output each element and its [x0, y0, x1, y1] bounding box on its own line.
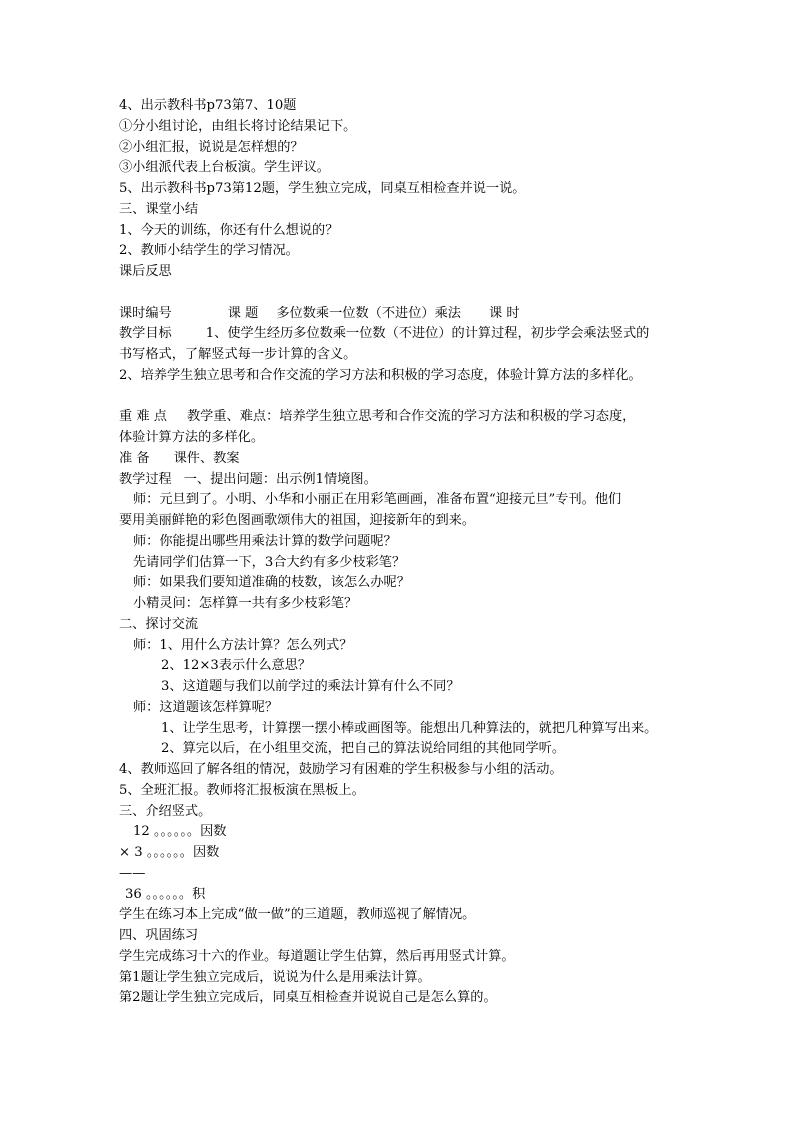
blank-line: [119, 283, 679, 304]
key-points-label: 重 难 点: [119, 409, 167, 425]
text-line: 第1题让学生独立完成后，说说为什么是用乘法计算。: [119, 969, 431, 985]
text-line: 2、教师小结学生的学习情况。: [119, 243, 299, 259]
vertical-calc-line: × 3 。。。。。。因数: [119, 845, 220, 860]
key-points-text: 教学重、难点：培养学生独立思考和合作交流的学习方法和积极的学习态度，: [186, 409, 636, 425]
text-line: 师：元旦到了。小明、小华和小丽正在用彩笔画画，准备布置“迎接元旦”专刊。他们: [133, 492, 622, 508]
section-heading: 四、巩固练习: [119, 928, 199, 943]
lesson-hours-label: 课 时: [488, 305, 520, 321]
process-label: 教学过程: [119, 471, 172, 487]
text-line: 要用美丽鲜艳的彩色图画歌颂伟大的祖国，迎接新年的到来。: [119, 513, 476, 528]
text-line: 体验计算方法的多样化。: [119, 430, 265, 445]
process-line: [119, 470, 679, 491]
text-line: 第2题让学生独立完成后，同桌互相检查并说说自己是怎么算的。: [119, 990, 497, 1006]
objectives-line: [119, 324, 679, 345]
lesson-topic-label: 课 题: [227, 305, 259, 321]
prep-value: 课件、教案: [173, 450, 240, 466]
text-line: 3、这道题与我们以前学过的乘法计算有什么不同？: [161, 679, 460, 694]
section-heading: 三、课堂小结: [119, 201, 199, 217]
process-text: 一、提出问题：出示例1情境图。: [183, 471, 377, 487]
text-line: 2、算完以后，在小组里交流，把自己的算法说给同组的其他同学听。: [161, 741, 566, 757]
text-line: 学生在练习本上完成“做一做”的三道题，教师巡视了解情况。: [119, 907, 476, 923]
lesson-topic-value: 多位数乘一位数（不进位）乘法: [276, 305, 461, 321]
text-line: ②小组汇报，说说是怎样想的？: [119, 139, 304, 155]
text-line: 5、出示教科书p73第12题，学生独立完成，同桌互相检查并说一说。: [119, 181, 526, 196]
text-line: 4、出示教科书p73第7、10题: [119, 98, 297, 113]
text-line: ③小组派代表上台板演。学生评议。: [119, 160, 330, 176]
text-line: 1、今天的训练，你还有什么想说的？: [119, 222, 339, 238]
text-line: 学生完成练习十六的作业。每道题让学生估算，然后再用竖式计算。: [119, 948, 515, 964]
text-line: 1、让学生思考，计算摆一摆小棒或画图等。能想出几种算法的，就把几种算写出来。: [161, 720, 658, 736]
blank-line: [119, 387, 679, 408]
vertical-calc-line: 36 。。。。。。积: [125, 886, 206, 902]
text-line: 书写格式，了解竖式每一步计算的含义。: [119, 347, 357, 362]
vertical-calc-line: 12 。。。。。。因数: [133, 824, 227, 840]
text-line: 2、12×3表示什么意思？: [161, 658, 312, 674]
objectives-text: 1、使学生经历多位数乘一位数（不进位）的计算过程，初步学会乘法竖式的: [205, 326, 650, 342]
document-body: [119, 96, 679, 1009]
text-line: 师：这道题该怎样算呢？: [133, 699, 279, 715]
text-line: ①分小组讨论，由组长将讨论结果记下。: [119, 118, 357, 134]
text-line: 师：你能提出哪些用乘法计算的数学问题呢？: [133, 533, 397, 549]
text-line: 师：1、用什么方法计算？怎么列式？: [133, 637, 353, 653]
prep-line: [119, 449, 679, 470]
lesson-code-label: 课时编号: [119, 305, 172, 321]
section-heading: 二、探讨交流: [119, 616, 199, 632]
text-line: 先请同学们估算一下，3合大约有多少枝彩笔？: [133, 554, 406, 570]
key-points-line: [119, 407, 679, 428]
text-line: 师：如果我们要知道准确的枝数，该怎么办呢？: [133, 575, 410, 591]
prep-label: 准 备: [119, 450, 150, 466]
text-line: 小精灵问：怎样算一共有多少枝彩笔？: [133, 596, 358, 611]
text-line: 5、全班汇报。教师将汇报板演在黑板上。: [119, 782, 365, 798]
vertical-calc-rule: ——: [119, 865, 146, 881]
text-line: 4、教师巡回了解各组的情况，鼓励学习有困难的学生积极参与小组的活动。: [119, 762, 563, 777]
section-heading: 三、介绍竖式。: [119, 803, 212, 819]
section-heading: 课后反思: [119, 264, 172, 279]
text-line: 2、培养学生独立思考和合作交流的学习方法和积极的学习态度，体验计算方法的多样化。: [119, 367, 642, 383]
objectives-label: 教学目标: [119, 326, 172, 342]
lesson-header: [119, 304, 679, 325]
